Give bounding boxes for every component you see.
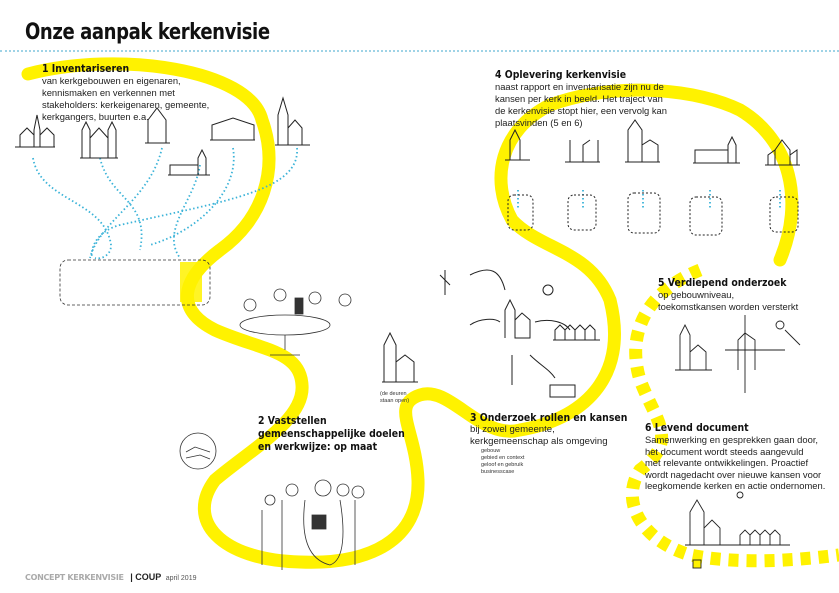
step-description [42, 75, 242, 123]
footer-concept-label: CONCEPT KERKENVISIE [25, 573, 124, 582]
step-text-line: leegkomende kerken en actie ondernomen. [645, 480, 826, 491]
crowd-of-stakeholders [60, 260, 210, 305]
note-line: (de deuren [380, 391, 407, 397]
step-heading: 2 Vaststellen gemeenschappelijke doelen en werkwijze: op maat [258, 414, 405, 453]
step-6-levend-document [645, 421, 835, 492]
research-aspects-list [481, 448, 524, 476]
step-description [645, 434, 835, 492]
handshake [180, 433, 216, 469]
step-text-line: Samenwerking en gesprekken gaan door, [645, 434, 819, 445]
note-line: staan open) [380, 398, 410, 404]
aspect-item: gebied en context [481, 455, 525, 461]
footer-date: april 2019 [165, 575, 197, 582]
footer-brand: | COUP [130, 572, 162, 582]
page-title: Onze aanpak kerkenvisie [25, 20, 270, 45]
step-heading: 4 Oplevering kerkenvisie [495, 68, 627, 81]
step-heading: 3 Onderzoek rollen en kansen [470, 411, 628, 424]
aspect-item: geloof en gebruik [481, 462, 524, 468]
step-text-line: kansen per kerk in beeld. Het traject van [495, 93, 663, 104]
step-text-line: het document wordt steeds aangevuld [645, 445, 804, 457]
aspect-item: businesscase [481, 469, 515, 475]
step-text-line: kennismaken en verkennen met [42, 87, 175, 98]
step-heading: 1 Inventariseren [42, 62, 130, 75]
step-text-line: plaatsvinden (5 en 6) [495, 117, 583, 128]
step-text-line: wordt nagedacht over nieuwe kansen voor [645, 468, 822, 480]
aspect-item: gebouw [481, 448, 501, 454]
step-text-line: kerkgemeenschap als omgeving [470, 436, 608, 447]
step-description [470, 424, 670, 448]
step-text-line: bij zowel gemeente, [470, 424, 555, 435]
step-description [495, 81, 685, 129]
connector-lines [33, 148, 780, 258]
step-text-line: stakeholders: kerkeigenaren, gemeente, [42, 99, 210, 110]
step-heading: 6 Levend document [645, 421, 749, 434]
step-text-line: de kerkenvisie stopt hier, een vervolg kan [495, 105, 667, 116]
step-3-onderzoek [470, 411, 670, 448]
church-doors-open [382, 333, 418, 382]
step-text-line: toekomstkansen worden versterkt [658, 301, 799, 312]
building-analysis-sketch [675, 315, 800, 393]
church-relations-diagram [440, 270, 600, 397]
step-1-inventariseren [42, 62, 242, 123]
footer [25, 572, 196, 582]
step-heading: 5 Verdiepend onderzoek [658, 276, 787, 289]
step-4-oplevering [495, 68, 685, 129]
step-text-line: van kerkgebouwen en eigenaren, [42, 75, 181, 86]
doors-open-note [380, 391, 409, 405]
step-text-line: naast rapport en inventarisatie zijn nu de [495, 81, 664, 92]
step-text-line: met relevante ontwikkelingen. Proactief [645, 457, 809, 468]
groups-per-church [505, 120, 800, 235]
step-5-verdiepend-onderzoek [658, 276, 828, 313]
step-text-line: op gebouwniveau, [658, 289, 735, 300]
step-description [658, 289, 828, 313]
step-text-line: kerkgangers, buurten e.a. [42, 111, 149, 122]
step-2-vaststellen [258, 414, 408, 453]
